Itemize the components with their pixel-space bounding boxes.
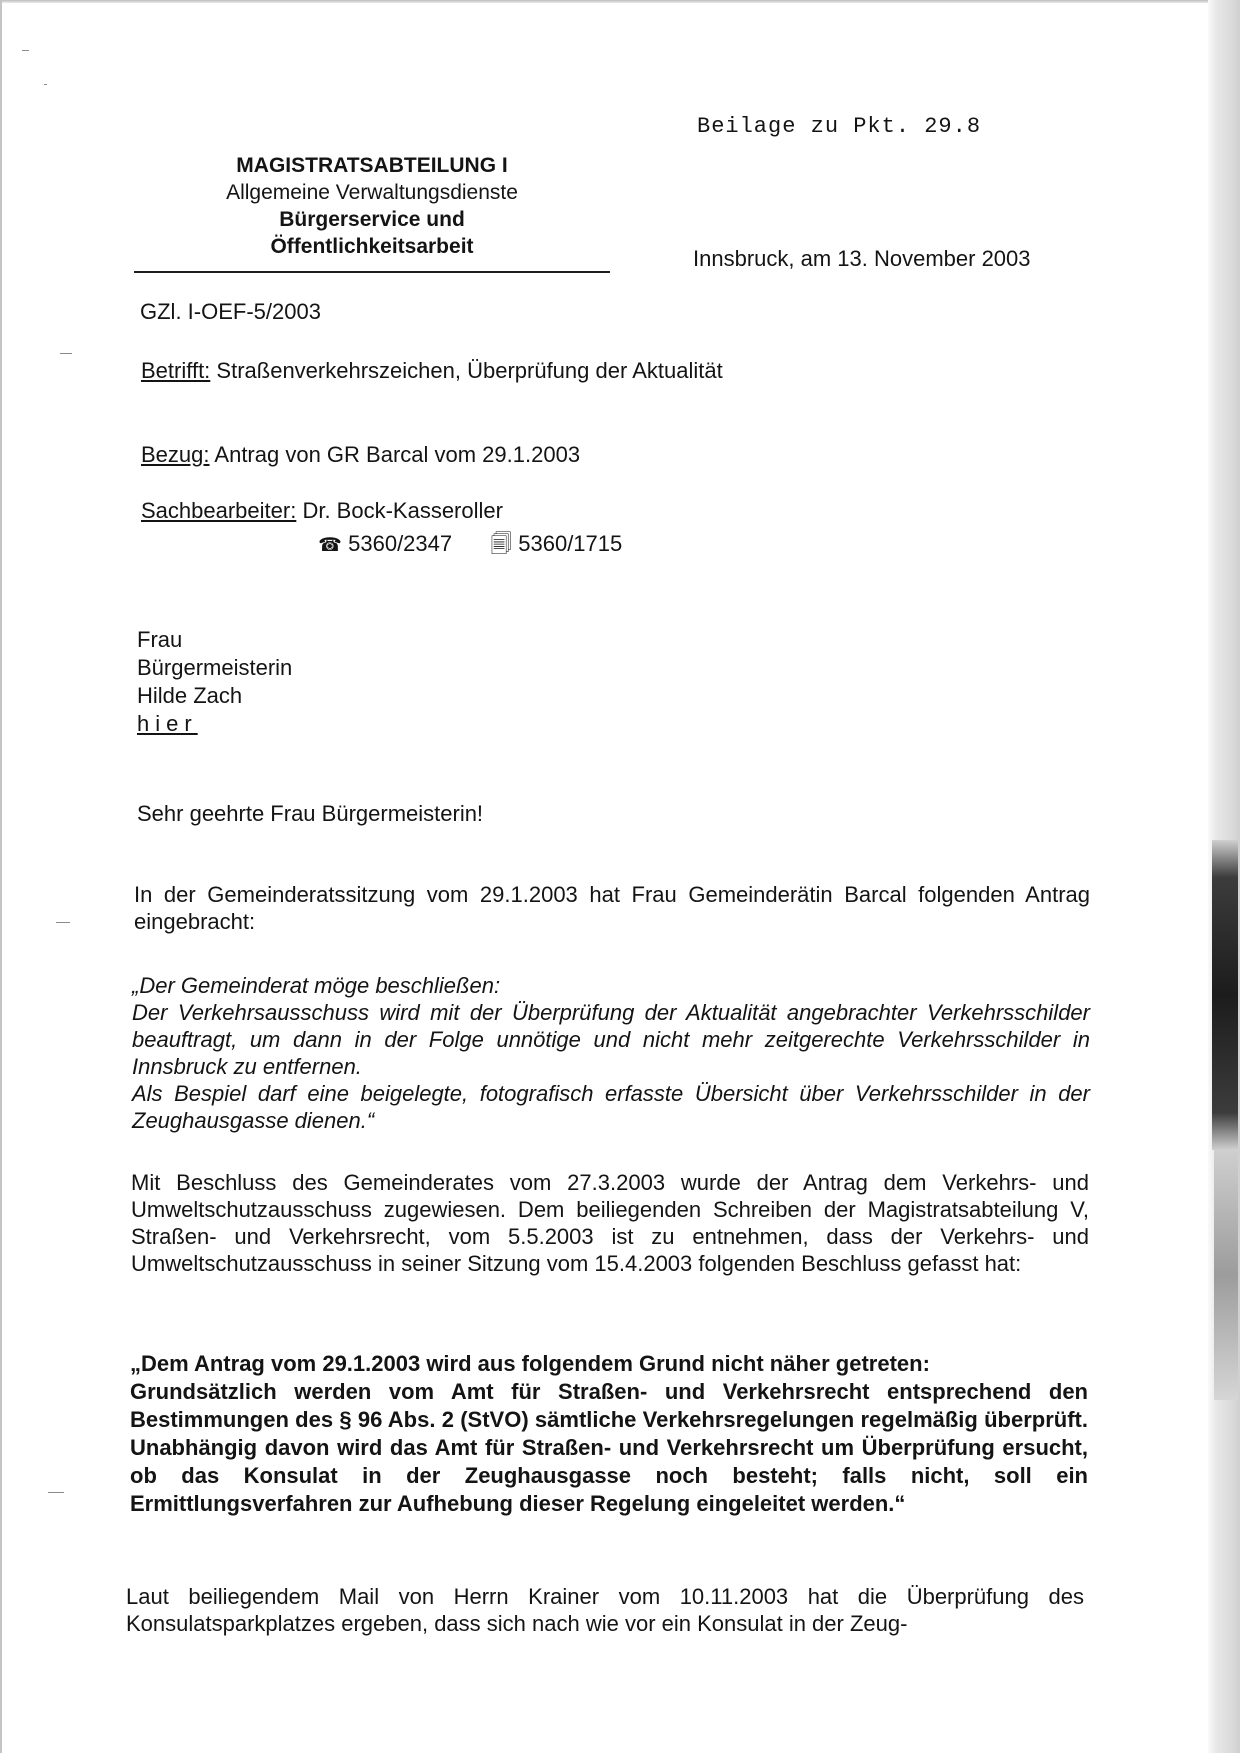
phone-number: 5360/2347: [348, 531, 453, 556]
telephone-icon: ☎: [318, 535, 342, 556]
paragraph-intro: In der Gemeinderatssitzung vom 29.1.2003 hat Frau Gemeinderätin Barcal folgenden Antrag eingebracht:: [134, 882, 1090, 934]
salutation: Sehr geehrte Frau Bürgermeisterin!: [137, 801, 484, 826]
paragraph-decision-context: Mit Beschluss des Gemeinderates vom 27.3.2003 wurde der Antrag dem Verkehrs- und Umweltschutzausschuss zugewiesen. Dem beiliegenden Schreiben der Magistratsabteilung V, Straßen- und Verkehrsrecht, vom 5.5.2003 ist zu entnehmen, dass der Verkehrs- und Umweltschutzausschuss in seiner Sitzung vom 15.4.2003 folgenden Beschluss gefasst hat:: [131, 1170, 1089, 1276]
case-officer-line: [141, 498, 503, 524]
scan-shadow-dark: [1212, 840, 1238, 1150]
contact-numbers: [318, 530, 622, 565]
recipient-line: Hilde Zach: [137, 683, 243, 708]
reference-text: Antrag von GR Barcal vom 29.1.2003: [214, 442, 581, 467]
recipient-line: Frau: [137, 627, 183, 652]
department-name: MAGISTRATSABTEILUNG I: [236, 154, 508, 177]
recipient-line: Bürgermeisterin: [137, 655, 293, 680]
header-divider: [134, 271, 610, 273]
fax-icon: 🗐: [490, 533, 512, 556]
scan-right-edge: [1208, 0, 1240, 1753]
scan-speck: [60, 353, 72, 354]
subject-label: Betrifft:: [141, 358, 211, 383]
reference-line: [141, 442, 580, 468]
quote-line: Der Verkehrsausschuss wird mit der Überprüfung der Aktualität angebrachter Verkehrsschilder beauftragt, um dann in der Folge unnötige und nicht mehr zeitgerechte Verkehrsschilder in Innsbruck zu entfernen.: [132, 1000, 1090, 1079]
reference-label: Bezug:: [141, 442, 210, 467]
paragraph-followup: Laut beiliegendem Mail von Herrn Krainer vom 10.11.2003 hat die Überprüfung des Konsulatsparkplatzes ergeben, dass sich nach wie vor ein Konsulat in der Zeug-: [126, 1584, 1084, 1636]
motion-quote: [132, 972, 1090, 1134]
quote-line: „Der Gemeinderat möge beschließen:: [132, 973, 501, 998]
scan-top-edge: [0, 0, 1240, 3]
committee-decision-quote: [130, 1350, 1088, 1518]
subject-line: [141, 358, 723, 384]
subject-text: Straßenverkehrszeichen, Überprüfung der Aktualität: [216, 358, 723, 383]
letter-date: Innsbruck, am 13. November 2003: [693, 246, 1031, 271]
recipient-line: hier: [137, 711, 198, 736]
quote-line: Als Bespiel darf eine beigelegte, fotografisch erfasste Übersicht über Verkehrsschilder in der Zeughausgasse dienen.“: [132, 1081, 1090, 1133]
scan-speck: [56, 922, 70, 923]
scan-speck: [48, 1492, 64, 1493]
quote-line: Grundsätzlich werden vom Amt für Straßen- und Verkehrsrecht entsprechend den Bestimmungen des § 96 Abs. 2 (StVO) sämtliche Verkehrsregelungen regelmäßig überprüft. Unabhängig davon wird das Amt für Straßen- und Verkehrsrecht um Überprüfung ersucht, ob das Konsulat in der Zeughausgasse noch besteht; falls nicht, soll ein Ermittlungsverfahren zur Aufhebung dieser Regelung eingeleitet werden.“: [130, 1379, 1088, 1516]
unit-name-line2: Öffentlichkeitsarbeit: [270, 235, 474, 258]
scan-speck: [44, 84, 47, 85]
recipient-address: [137, 626, 292, 738]
scan-left-edge: [0, 0, 2, 1753]
fax-number: 5360/1715: [518, 531, 623, 556]
file-number: GZl. I-OEF-5/2003: [140, 299, 321, 324]
subdepartment-name: Allgemeine Verwaltungsdienste: [226, 181, 518, 204]
attachment-reference: Beilage zu Pkt. 29.8: [697, 114, 982, 139]
unit-name-line1: Bürgerservice und: [279, 208, 465, 231]
scan-speck: [22, 50, 29, 51]
scan-shadow-mid: [1214, 1150, 1238, 1400]
department-block: [134, 152, 610, 260]
quote-line: „Dem Antrag vom 29.1.2003 wird aus folgendem Grund nicht näher getreten:: [130, 1351, 930, 1376]
case-officer-name: Dr. Bock-Kasseroller: [302, 498, 503, 523]
case-officer-label: Sachbearbeiter:: [141, 498, 297, 523]
